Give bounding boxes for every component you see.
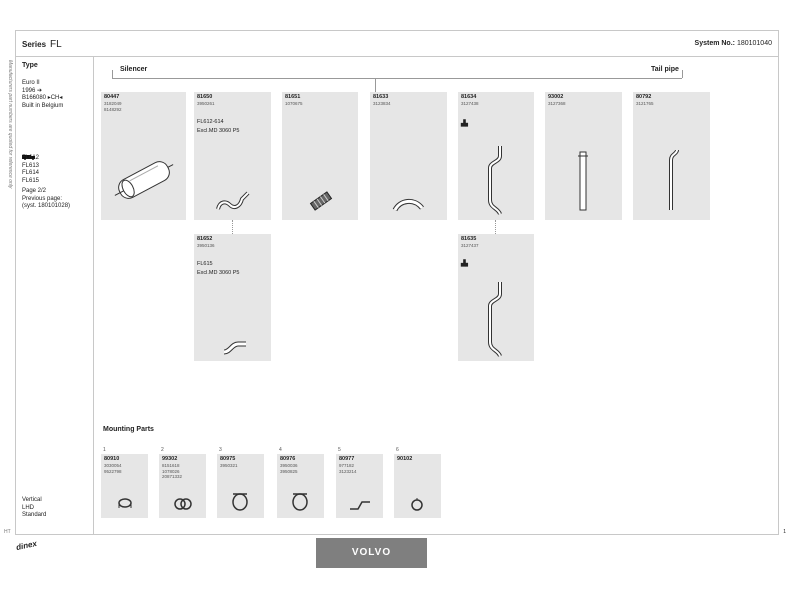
mounting-card[interactable] [277,454,324,518]
part-code: 3182049 [104,101,122,106]
mounting-code: 1078026 [162,468,180,474]
part-note [197,118,240,136]
mounting-number: 99302 [162,456,178,462]
series-label: Series [22,40,47,49]
part-number: 81650 [197,94,213,100]
mounting-parts-label: Mounting Parts [103,426,154,433]
part-card[interactable] [282,92,358,220]
mounting-code: 8151618 [162,463,180,468]
part-card[interactable] [194,92,271,220]
mounting-card[interactable] [101,454,148,518]
page-line: Previous page: [22,195,63,202]
part-code: 1070675 [285,101,303,106]
note-line: FL615 [197,261,213,267]
part-codes [461,243,479,249]
part-codes [104,101,122,112]
system-value: 180101040 [736,40,772,47]
part-card[interactable] [633,92,710,220]
bent-pipe-drawing [220,338,250,356]
clamp-drawing [289,488,311,512]
side-note: Manufacturers part numbers are quoted for reference only [7,60,13,189]
header-divider [15,56,779,57]
page-info [22,188,70,211]
part-card[interactable] [458,234,534,361]
part-code: 3121765 [636,101,654,106]
mounting-codes [280,463,298,474]
note-line: Excl.MD 3060 P5 [197,128,240,134]
model-item: FL612 [22,155,40,161]
mounting-codes [339,463,357,474]
part-number: 80447 [104,94,120,100]
type-heading: Type [22,62,38,69]
mounting-code: 3123214 [339,468,357,474]
mounting-number: 80976 [280,456,296,462]
dinex-logo: dinex [15,538,38,553]
part-number: 93002 [548,94,564,100]
part-code: 3950261 [197,101,215,106]
part-number: 81635 [461,236,477,242]
truck-icon: ▟▖ [461,121,471,127]
bent-pipe-drawing [480,142,510,217]
mounting-number: 80910 [104,456,120,462]
part-number: 81651 [285,94,301,100]
mounting-code: 3030054 [104,463,122,468]
part-card[interactable] [370,92,447,220]
model-list [22,155,39,185]
silencer-label: Silencer [120,66,148,73]
part-codes [548,101,566,107]
part-code: 3127438 [461,101,479,106]
tail-pipe-label: Tail pipe [651,66,679,73]
note-line: FL612-614 [197,119,224,125]
flex-pipe-drawing [308,190,334,212]
truck-icon: ▟▖ [461,261,471,267]
part-codes [461,101,479,107]
type-line: Built in Belgium [22,102,64,109]
elbow-drawing [392,196,426,214]
mounting-card[interactable] [159,454,206,518]
type-details [22,80,92,110]
tail-pipe-drawing [575,148,591,214]
model-item: FL613 [22,162,40,169]
mounting-index: 5 [338,447,341,453]
mounting-index: 1 [103,447,106,453]
clamp-drawing [117,496,133,510]
page-number: 1 [783,529,786,535]
part-number: 81652 [197,236,213,242]
connector-line [375,78,376,92]
config-line: Standard [22,512,47,518]
connector-line [495,220,496,234]
system-label: System No.: [694,40,735,47]
mounting-code: 3950321 [220,463,238,468]
connector-line [112,70,113,78]
mounting-number: 80977 [339,456,355,462]
page-line: (syst. 180101028) [22,203,71,209]
note-line: Excl.MD 3060 P5 [197,270,240,276]
bracket-drawing [348,498,372,512]
part-code: 3950136 [197,243,215,248]
part-codes [636,101,654,107]
mounting-index: 3 [219,447,222,453]
series-title [22,39,62,50]
type-line: B166080 ▸CH◂ [22,95,63,101]
mounting-code: 3950825 [280,468,298,474]
connector-line [232,220,233,234]
part-codes [285,101,303,107]
part-card[interactable] [194,234,271,361]
configuration-info [22,497,46,520]
part-card[interactable] [545,92,622,220]
model-item: FL614 [22,170,40,176]
mounting-index: 6 [396,447,399,453]
bent-pipe-drawing [214,187,254,215]
part-code: 3123834 [373,101,391,106]
bent-pipe-drawing [480,278,510,358]
page-line: Page 2/2 [22,188,47,194]
mounting-code: 3950036 [280,463,298,468]
model-item: FL615 [22,177,40,184]
part-code: 3127368 [548,101,566,106]
part-codes [373,101,391,107]
clamp-drawing [229,488,251,512]
config-line: LHD [22,504,35,511]
series-value: FL [50,39,62,50]
mounting-codes [162,463,182,480]
part-codes [197,101,215,107]
mounting-code: 9522798 [104,468,122,474]
mounting-index: 2 [161,447,164,453]
part-code: 3127437 [461,243,479,248]
mounting-codes [104,463,122,474]
tail-pipe-drawing [663,146,683,214]
part-number: 81634 [461,94,477,100]
mounting-codes [220,463,238,469]
make-banner: VOLVO [316,538,427,568]
part-code: 8148292 [104,106,122,112]
sidebar-divider [93,56,94,535]
mounting-number: 90102 [397,456,413,462]
mounting-index: 4 [279,447,282,453]
mounting-card[interactable] [336,454,383,518]
mounting-card[interactable] [217,454,264,518]
type-line: Euro II [22,80,40,86]
part-card[interactable] [101,92,186,220]
silencer-drawing [109,152,179,207]
clamp-drawing [173,496,193,512]
system-number [695,40,772,47]
mounting-number: 80975 [220,456,236,462]
part-number: 81633 [373,94,389,100]
mounting-code: 977182 [339,463,355,468]
type-line: 1996 ➔ [22,87,43,94]
connector-line [682,70,683,78]
config-line: Vertical [22,497,42,503]
part-card[interactable] [458,92,534,220]
mounting-code: 20871332 [162,474,183,479]
connector-line [112,78,682,79]
part-codes [197,243,215,249]
part-number: 80792 [636,94,652,100]
mounting-card[interactable] [394,454,441,518]
part-note [197,260,240,278]
clamp-drawing [408,496,426,512]
corner-mark: HT [4,529,11,535]
